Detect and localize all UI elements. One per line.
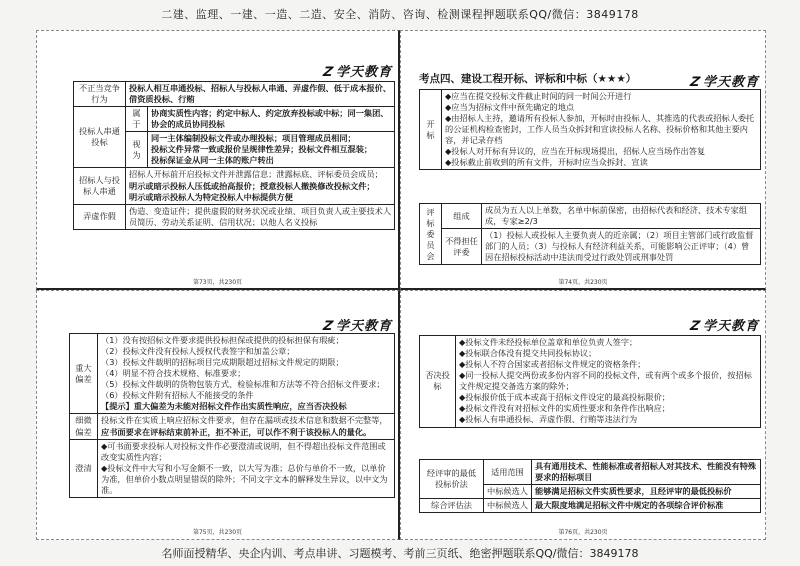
row-label: 招标人与投标人串通 <box>74 168 126 204</box>
row-label: 不正当竞争行为 <box>74 82 126 107</box>
clarify-items <box>98 439 395 497</box>
row-content: 同一主体编制投标文件或办理投标；项目管理成员相同； 投标文件异常一致或报价呈规律性差异；投标文件相互混装； 投标保证金从同一主体的账户转出 <box>148 132 395 168</box>
composite-text: 最大限度地满足招标文件中规定的各项综合评价标准 <box>532 499 761 513</box>
list-item: （2）投标文件没有投标人授权代表签字和加盖公章； <box>101 346 295 357</box>
brand-mark-icon: Z <box>686 75 703 90</box>
table-row <box>74 168 395 204</box>
table-row <box>74 107 395 132</box>
list-item: ◆应当在提交投标文件截止时间的同一时间公开进行 <box>445 91 632 101</box>
major-label: 重大偏差 <box>70 334 98 414</box>
deviation-table <box>69 333 395 498</box>
page-74 <box>400 30 766 290</box>
major-items <box>98 334 395 414</box>
row-content: 协商实质性内容；约定中标人、约定放弃投标或中标；同一集团、协会的成员协同投标 <box>148 107 395 132</box>
scope-text: 具有通用技术、性能标准或者招标人对其技术、性能没有特殊要求的招标项目 <box>532 460 761 485</box>
winner-label: 中标候选人 <box>484 485 532 499</box>
minor-text: 投标文件在实质上响应招标文件要求，但存在漏项或技术信息和数据不完整等， 应书面要求在评标结束前补正，拒不补正，可以作不利于该投标人的量化。 <box>98 414 395 439</box>
list-item: ◆投标人不符合国家或者招标文件规定的资格条件； <box>459 359 646 370</box>
row-label: 投标人串通投标 <box>74 107 126 168</box>
footer-banner: 名师面授精华、央企内训、考点串讲、习题模考、考前三页纸、绝密押题联系QQ/微信：3849178 <box>161 547 639 560</box>
table-row <box>70 439 395 497</box>
list-item: ◆同一投标人提交两份或多份内容不同的投标文件，或有两个或多个报价，按招标文件规定提交备选方案的除外； <box>459 370 752 392</box>
brand-mark-icon: Z <box>686 319 703 334</box>
compose-label: 组成 <box>442 204 482 229</box>
list-item: ◆投标联合体没有提交共同投标协议； <box>459 348 597 359</box>
page-number: 第75页，共230页 <box>192 529 243 536</box>
sub-label: 视为 <box>126 132 148 168</box>
table-row <box>420 204 761 229</box>
header-banner: 二建、监理、一建、一造、二造、安全、消防、咨询、检测课程押题联系QQ/微信：3849178 <box>161 8 639 21</box>
list-item: ◆投标文件中大写和小写金额不一致，以大写为准；总价与单价不一致，以单价为准，但单价小数点明显错误的除外；不同文字文本的解释发生异议，以中文为准。 <box>101 462 388 495</box>
list-item: （1）没有按招标文件要求提供投标担保或提供的投标担保有瑕疵； <box>101 335 344 345</box>
page-number: 第76页，共230页 <box>558 529 608 536</box>
page-75 <box>36 290 400 540</box>
table-row <box>74 82 395 107</box>
table-row <box>420 460 761 485</box>
section-title: 考点四、建设工程开标、评标和中标（★★★） <box>419 73 637 85</box>
clarify-label: 澄清 <box>70 439 98 497</box>
minor-label: 细微偏差 <box>70 414 98 439</box>
list-item: ◆投标文件未经投标单位盖章和单位负责人签字； <box>459 337 638 347</box>
list-item: ◆投标报价低于成本或高于招标文件设定的最高投标限价； <box>459 392 670 403</box>
brand-logo: Z学天教育 <box>319 65 392 80</box>
table-row <box>420 229 761 265</box>
page-number: 第73页，共230页 <box>192 279 243 286</box>
list-item: ◆应当为招标文件中预先确定的地点 <box>445 102 575 113</box>
list-item: ◆投标人对开标有异议的，应当在开标现场提出，招标人应当场作出答复 <box>445 146 706 157</box>
brand-logo: Z学天教育 <box>319 319 392 334</box>
list-item: ◆可书面要求投标人对投标文件作必要澄清或说明，但不得超出投标文件范围或改变实质性内容； <box>101 440 386 462</box>
opening-table <box>419 89 761 170</box>
major-tip: 【提示】重大偏差为未能对招标文件作出实质性响应，应当否决投标 <box>101 401 347 412</box>
evaluation-table <box>419 459 761 513</box>
row-label: 弄虚作假 <box>74 204 126 229</box>
reject-items <box>456 336 761 428</box>
brand-mark-icon: Z <box>319 65 336 80</box>
row-content: 投标人相互串通投标、招标人与投标人串通、弄虚作假、低于成本报价、借资质投标、行贿 <box>126 82 395 107</box>
table-row <box>420 90 761 170</box>
compose-text: 成员为五人以上单数，名单中标前保密，由招标代表和经济、技术专家组成，专家≥2/3 <box>482 204 761 229</box>
excluded-label: 不得担任评委 <box>442 229 482 265</box>
reject-label: 否决投标 <box>420 336 456 428</box>
page-number: 第74页，共230页 <box>558 279 608 286</box>
list-item: （4）明显不符合技术规格、标准要求； <box>101 368 246 379</box>
table-row <box>70 414 395 439</box>
list-item: ◆由招标人主持，邀请所有投标人参加，开标时由投标人、其推选的代表或招标人委托的公证机构检查密封，工作人员当众拆封和宣读投标人名称、投标价格和其他主要内容，并记录存档 <box>445 113 755 146</box>
reject-table <box>419 335 761 428</box>
table-row <box>74 204 395 229</box>
committee-table <box>419 203 761 265</box>
excluded-text: （1）投标人或投标人主要负责人的近亲属；（2）项目主管部门或行政监督部门的人员；（3）与投标人有经济利益关系，可能影响公正评审；（4）曾因在招标投标活动中违法而受过行政处罚或刑事处罚 <box>482 229 761 265</box>
brand-logo: Z学天教育 <box>686 75 759 90</box>
brand-mark-icon: Z <box>319 319 336 334</box>
winner-text: 能够满足招标文件实质性要求，且经评审的最低投标价 <box>532 485 761 499</box>
open-label: 开标 <box>420 90 442 170</box>
list-item: （6）投标文件附有招标人不能接受的条件 <box>101 390 254 401</box>
open-items <box>442 90 761 170</box>
table-row <box>420 499 761 513</box>
bid-misconduct-table <box>73 81 395 230</box>
composite-winner-label: 中标候选人 <box>484 499 532 513</box>
page-73 <box>36 30 400 290</box>
committee-label: 评标委员会 <box>420 204 442 265</box>
row-content: 招标人开标前开启投标文件并泄露信息；泄露标底、评标委员会成员； 明示或暗示投标人压低或抬高报价；授意投标人撤换修改投标文件； 明示或暗示投标人为特定投标人中标提供方便 <box>126 168 395 204</box>
list-item: （5）投标文件载明的货物包装方式、检验标准和方法等不符合招标文件要求； <box>101 379 385 390</box>
list-item: ◆投标截止前收到的所有文件，开标时应当众拆封、宣读 <box>445 157 648 168</box>
table-row <box>420 336 761 428</box>
list-item: （3）投标文件载明的招标项目完成期限超过招标文件规定的期限； <box>101 357 344 368</box>
list-item: ◆投标文件没有对招标文件的实质性要求和条件作出响应； <box>459 403 670 414</box>
list-item: ◆投标人有串通投标、弄虚作假、行贿等违法行为 <box>459 414 638 425</box>
page-76 <box>400 290 766 540</box>
table-row <box>70 334 395 414</box>
row-content: 伪造、变造证件；提供虚假的财务状况或业绩、项目负责人或主要技术人员简历、劳动关系证明、信用状况；以他人名义投标 <box>126 204 395 229</box>
composite-label: 综合评估法 <box>420 499 484 513</box>
scope-label: 适用范围 <box>484 460 532 485</box>
brand-logo: Z学天教育 <box>686 319 759 334</box>
sub-label: 属于 <box>126 107 148 132</box>
lowest-label: 经评审的最低投标价法 <box>420 460 484 499</box>
